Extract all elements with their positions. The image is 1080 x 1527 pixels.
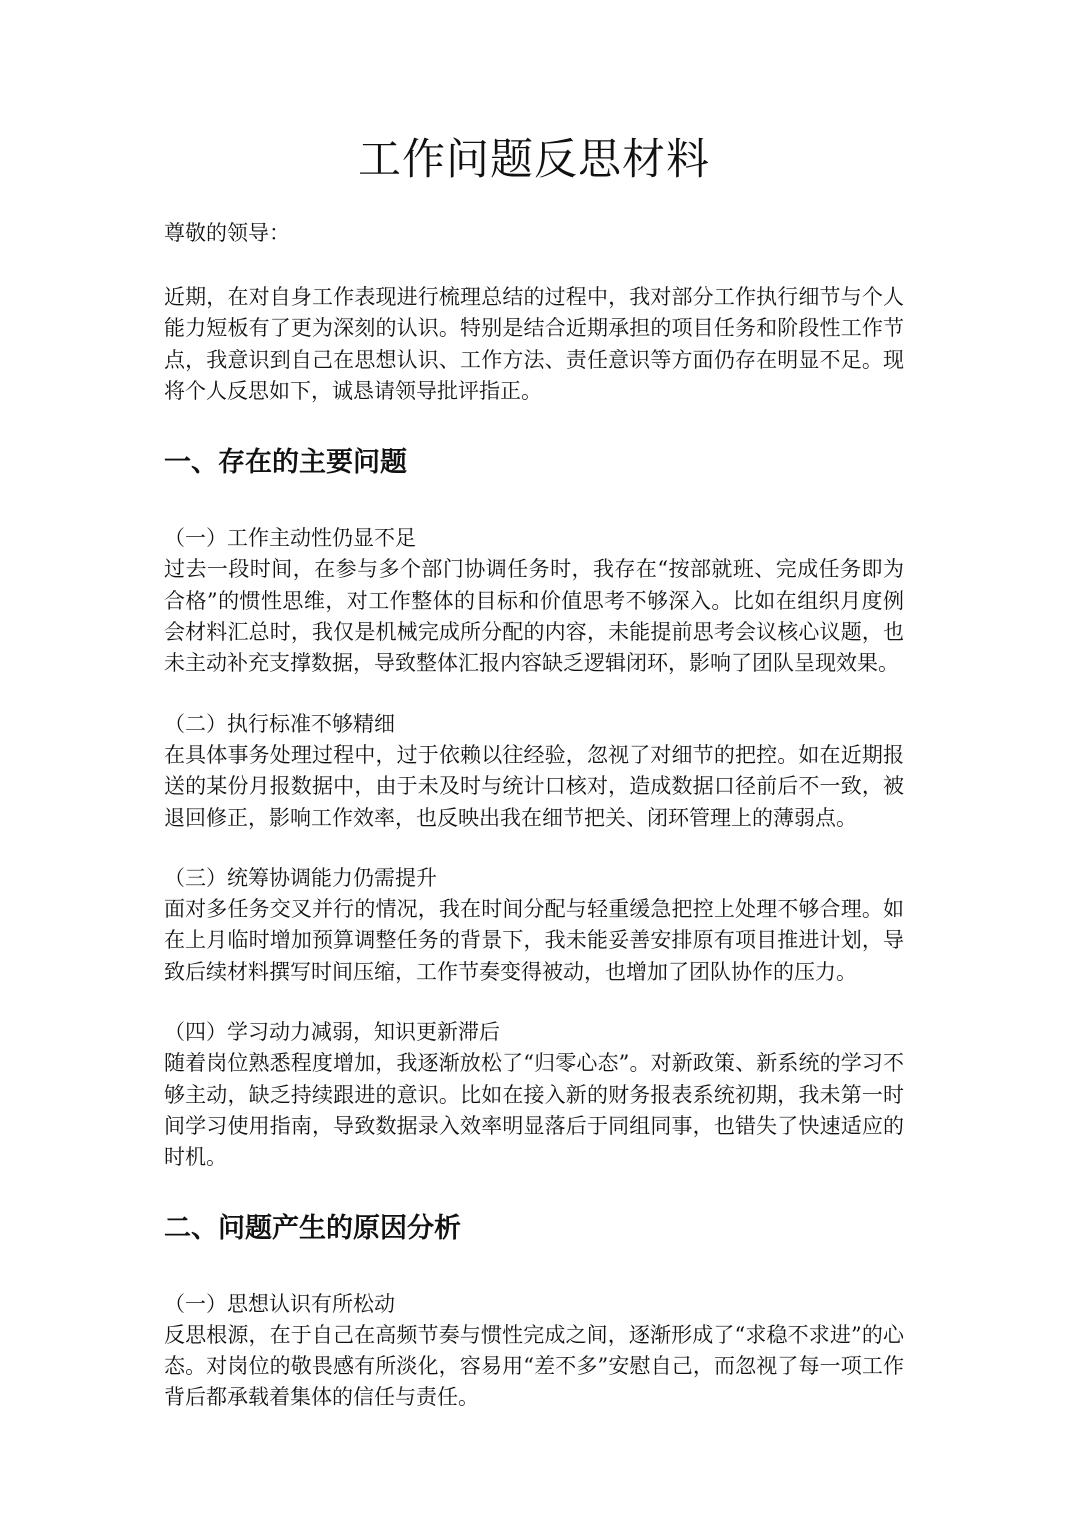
salutation: 尊敬的领导： (164, 221, 290, 245)
subsection-execution-standard (164, 709, 904, 834)
subsection-title: （三）统筹协调能力仍需提升 (164, 865, 437, 890)
subsection-body: 过去一段时间，在参与多个部门协调任务时，我存在“按部就班、完成任务即为合格”的惯性思维，对工作整体的目标和价值思考不够深入。比如在组织月度例会材料汇总时，我仅是机械完成所分配的内容，未能提前思考会议核心议题，也未主动补充支撑数据，导致整体汇报内容缺乏逻辑闭环，影响了团队呈现效果。 (164, 557, 904, 676)
subsection-body: 在具体事务处理过程中，过于依赖以往经验，忽视了对细节的把控。如在近期报送的某份月报数据中，由于未及时与统计口核对，造成数据口径前后不一致，被退回修正，影响工作效率，也反映出我在细节把关、闭环管理上的薄弱点。 (164, 742, 904, 830)
section-heading-causes: 二、问题产生的原因分析 (164, 1212, 461, 1244)
intro-paragraph: 近期，在对自身工作表现进行梳理总结的过程中，我对部分工作执行细节与个人能力短板有了更为深刻的认识。特别是结合近期承担的项目任务和阶段性工作节点，我意识到自己在思想认识、工作方法、责任意识等方面仍存在明显不足。现将个人反思如下，诚恳请领导批评指正。 (164, 285, 904, 403)
subsection-title: （一）思想认识有所松动 (164, 1291, 395, 1316)
subsection-learning (164, 1017, 904, 1173)
subsection-body: 面对多任务交叉并行的情况，我在时间分配与轻重缓急把控上处理不够合理。如在上月临时增加预算调整任务的背景下，我未能妥善安排原有项目推进计划，导致后续材料撰写时间压缩，工作节奏变得被动，也增加了团队协作的压力。 (164, 897, 904, 984)
subsection-title: （一）工作主动性仍显不足 (164, 526, 416, 551)
subsection-body: 随着岗位熟悉程度增加，我逐渐放松了“归零心态”。对新政策、新系统的学习不够主动，缺乏持续跟进的意识。比如在接入新的财务报表系统初期，我未第一时间学习使用指南，导致数据录入效率明显落后于同组同事，也错失了快速适应的时机。 (164, 1051, 904, 1170)
subsection-coordination (164, 863, 904, 988)
document-title: 工作问题反思材料 (358, 135, 710, 185)
section-heading-problems: 一、存在的主要问题 (164, 447, 407, 479)
subsection-mindset (164, 1289, 904, 1414)
subsection-title: （二）执行标准不够精细 (164, 711, 395, 736)
subsection-initiative (164, 523, 904, 679)
subsection-body: 反思根源，在于自己在高频节奏与惯性完成之间，逐渐形成了“求稳不求进”的心态。对岗位的敬畏感有所淡化，容易用“差不多”安慰自己，而忽视了每一项工作背后都承载着集体的信任与责任。 (164, 1322, 904, 1410)
subsection-title: （四）学习动力减弱，知识更新滞后 (164, 1020, 500, 1045)
